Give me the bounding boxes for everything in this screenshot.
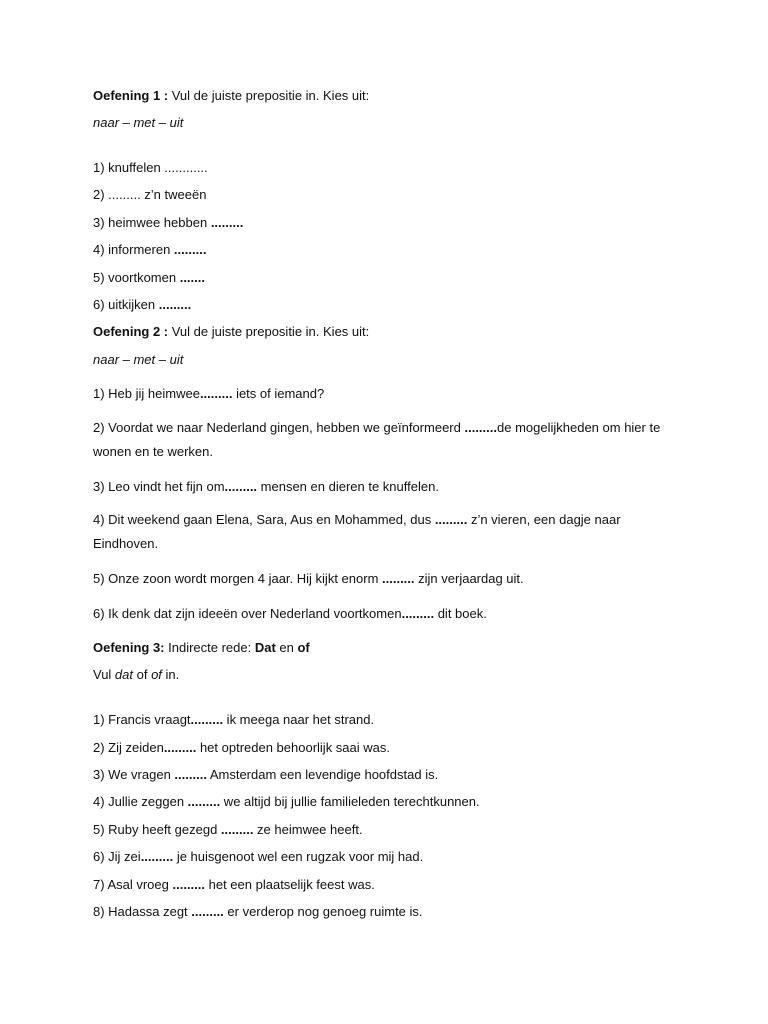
blank: ......... (191, 904, 224, 919)
ex3-item: 8) Hadassa zegt ......... er verderop nog genoeg ruimte is. (93, 904, 423, 919)
blank: ......... (174, 767, 207, 782)
blank: ......... (434, 512, 468, 527)
ex1-heading-label: Oefening 1 : (93, 88, 169, 103)
ex2-item: 4) Dit weekend gaan Elena, Sara, Aus en Mohammed, dus ......... z’n vieren, een dagje naar Eindhoven. (93, 512, 621, 551)
ex3-instruction: Vul dat of of in. (93, 667, 180, 682)
ex3-item: 7) Asal vroeg ......... het een plaatselijk feest was. (93, 877, 375, 892)
ex3-heading: Oefening 3: Indirecte rede: Dat en of (93, 640, 310, 655)
ex1-item: 5) voortkomen ....... (93, 270, 205, 285)
ex2-item: 3) Leo vindt het fijn om......... mensen en dieren te knuffelen. (93, 479, 439, 494)
blank: ......... (210, 215, 244, 230)
blank: ....... (179, 270, 205, 285)
ex3-heading-label: Oefening 3: (93, 640, 165, 655)
blank: ......... (172, 877, 206, 892)
blank: ......... (199, 386, 233, 401)
ex2-heading (93, 324, 369, 340)
ex1-heading (93, 88, 369, 104)
blank: ......... (140, 849, 174, 864)
ex1-item: 1) knuffelen ............ (93, 160, 208, 175)
ex2-heading-text: Vul de juiste prepositie in. Kies uit: (168, 324, 370, 339)
blank: ......... (382, 571, 415, 586)
ex1-choices: naar – met – uit (93, 115, 184, 130)
ex2-item: 1) Heb jij heimwee......... iets of iemand? (93, 386, 325, 401)
ex2-heading-label: Oefening 2 : (93, 324, 169, 339)
blank: ......... (220, 822, 254, 837)
blank: ......... (163, 740, 197, 755)
ex3-item: 5) Ruby heeft gezegd ......... ze heimwee heeft. (93, 822, 363, 837)
ex2-item: 5) Onze zoon wordt morgen 4 jaar. Hij kijkt enorm ......... zijn verjaardag uit. (93, 571, 524, 586)
ex1-heading-text: Vul de juiste prepositie in. Kies uit: (168, 88, 370, 103)
ex1-item: 3) heimwee hebben ......... (93, 215, 244, 230)
ex1-item: 2) ......... z’n tweeën (93, 187, 207, 202)
blank: ......... (224, 479, 258, 494)
ex3-item: 2) Zij zeiden......... het optreden behoorlijk saai was. (93, 740, 391, 755)
blank: ......... (158, 297, 192, 312)
ex2-item: 2) Voordat we naar Nederland gingen, hebben we geïnformeerd .........de mogelijkheden om hier te wonen en te werken. (93, 420, 661, 459)
blank: ......... (464, 420, 497, 435)
ex3-item: 3) We vragen ......... Amsterdam een levendige hoofdstad is. (93, 767, 439, 782)
ex2-item: 6) Ik denk dat zijn ideeën over Nederland voortkomen......... dit boek. (93, 606, 487, 621)
ex1-item: 6) uitkijken ......... (93, 297, 192, 312)
blank: ......... (187, 794, 221, 809)
ex2-choices: naar – met – uit (93, 352, 184, 367)
ex3-item: 6) Jij zei......... je huisgenoot wel een rugzak voor mij had. (93, 849, 424, 864)
blank: ......... (190, 712, 224, 727)
blank: ......... (401, 606, 435, 621)
ex3-item: 1) Francis vraagt......... ik meega naar het strand. (93, 712, 375, 727)
ex3-item: 4) Jullie zeggen ......... we altijd bij jullie familieleden terechtkunnen. (93, 794, 480, 809)
ex1-item: 4) informeren ......... (93, 242, 207, 257)
blank: ......... (173, 242, 207, 257)
